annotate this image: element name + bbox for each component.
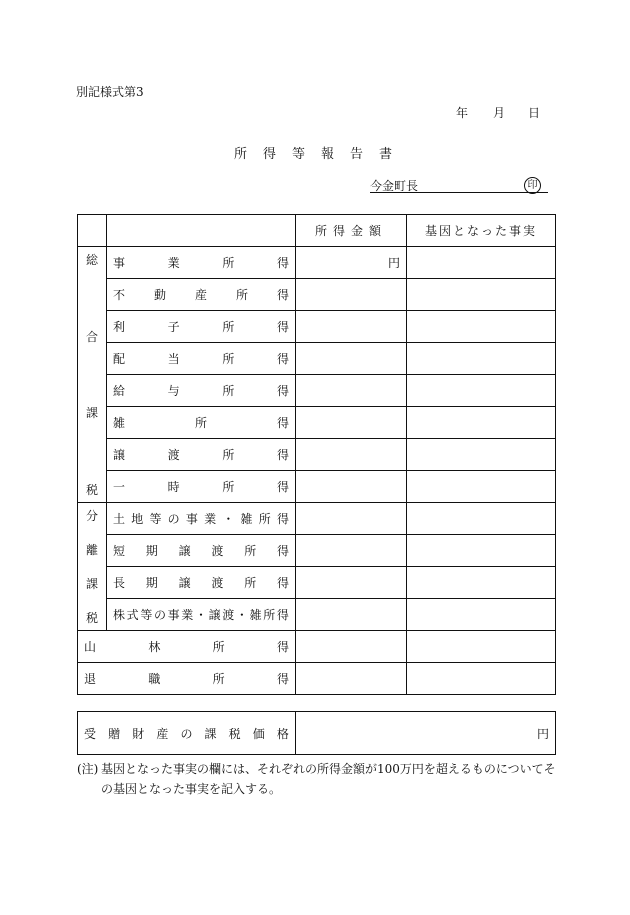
addressee: 今金町長 — [370, 179, 419, 193]
table-row — [78, 343, 556, 375]
income-type-label: 事 業 所 得 — [107, 247, 296, 279]
income-type-label: 一 時 所 得 — [107, 471, 296, 503]
table-row — [78, 471, 556, 503]
header-fact-text: 基因となった事実 — [424, 224, 537, 238]
date-month: 月 — [493, 106, 506, 120]
table-row — [78, 375, 556, 407]
group-label-char: 課 — [85, 577, 98, 591]
income-table — [77, 214, 556, 695]
addressee-underline — [370, 192, 548, 193]
amount-cell[interactable] — [296, 663, 407, 695]
amount-cell[interactable] — [296, 599, 407, 631]
document-title — [234, 143, 408, 162]
table-row — [78, 439, 556, 471]
table-row — [78, 599, 556, 631]
table-row — [78, 247, 556, 279]
header-amount — [296, 215, 407, 247]
fact-cell[interactable] — [407, 599, 556, 631]
amount-cell[interactable]: 円 — [296, 247, 407, 279]
fact-cell[interactable] — [407, 247, 556, 279]
amount-cell[interactable] — [296, 311, 407, 343]
income-type-label: 土 地 等 の 事 業 ・ 雑 所 得 — [107, 503, 296, 535]
group-label-1 — [78, 247, 107, 503]
fact-cell[interactable] — [407, 279, 556, 311]
group-label-char: 課 — [85, 406, 98, 421]
table-row — [78, 503, 556, 535]
fact-cell[interactable] — [407, 471, 556, 503]
table-row — [78, 663, 556, 695]
note — [77, 759, 557, 799]
group-label-char: 税 — [85, 482, 98, 497]
table-row — [78, 407, 556, 439]
income-type-label: 配 当 所 得 — [107, 343, 296, 375]
amount-cell[interactable] — [296, 567, 407, 599]
note-text: 基因となった事実の欄には、それぞれの所得金額が100万円を超えるものについてその基因となった事実を記入する。 — [101, 762, 556, 796]
seal-mark: 印 — [524, 177, 541, 194]
fact-cell[interactable] — [407, 439, 556, 471]
fact-cell[interactable] — [407, 407, 556, 439]
table-row — [78, 279, 556, 311]
fact-cell[interactable] — [407, 343, 556, 375]
date-day: 日 — [528, 106, 541, 120]
gift-row — [78, 712, 556, 755]
group-label-char: 合 — [85, 329, 98, 344]
fact-cell[interactable] — [407, 503, 556, 535]
fact-cell[interactable] — [407, 567, 556, 599]
gift-label: 受 贈 財 産 の 課 税 価 格 — [84, 726, 289, 741]
amount-cell[interactable] — [296, 471, 407, 503]
income-type-label: 譲 渡 所 得 — [107, 439, 296, 471]
amount-cell[interactable] — [296, 439, 407, 471]
income-type-label: 退 職 所 得 — [78, 663, 296, 695]
table-row — [78, 535, 556, 567]
note-mark: (注) — [77, 762, 99, 776]
header-amount-text: 所得金額 — [314, 224, 387, 238]
table-header-row — [78, 215, 556, 247]
income-type-label: 雑 所 得 — [107, 407, 296, 439]
fact-cell[interactable] — [407, 631, 556, 663]
table-row — [78, 567, 556, 599]
group-label-char: 総 — [85, 253, 98, 267]
form-number: 別記様式第3 — [76, 85, 144, 99]
amount-cell[interactable] — [296, 503, 407, 535]
amount-cell[interactable] — [296, 343, 407, 375]
income-type-label: 長 期 譲 渡 所 得 — [107, 567, 296, 599]
income-type-label: 山 林 所 得 — [78, 631, 296, 663]
header-fact — [407, 215, 556, 247]
gift-table — [77, 711, 556, 755]
gift-label-cell — [78, 712, 296, 755]
income-type-label: 給 与 所 得 — [107, 375, 296, 407]
income-type-label: 不 動 産 所 得 — [107, 279, 296, 311]
table-row — [78, 631, 556, 663]
amount-cell[interactable] — [296, 631, 407, 663]
table-row — [78, 311, 556, 343]
gift-unit: 円 — [536, 726, 549, 741]
group-label-2 — [78, 503, 107, 631]
income-type-label: 利 子 所 得 — [107, 311, 296, 343]
fact-cell[interactable] — [407, 535, 556, 567]
amount-cell[interactable] — [296, 535, 407, 567]
gift-amount-cell[interactable] — [296, 712, 556, 755]
income-type-label: 株 式 等 の 事 業 ・ 譲 渡 ・ 雑 所 得 — [107, 599, 296, 631]
income-type-label: 短 期 譲 渡 所 得 — [107, 535, 296, 567]
amount-cell[interactable] — [296, 279, 407, 311]
fact-cell[interactable] — [407, 663, 556, 695]
amount-cell[interactable] — [296, 407, 407, 439]
header-blank-2 — [107, 215, 296, 247]
group-label-char: 離 — [85, 543, 98, 557]
document-title-text: 所得等報告書 — [234, 147, 409, 162]
group-label-char: 税 — [85, 611, 98, 625]
fact-cell[interactable] — [407, 311, 556, 343]
group-label-char: 分 — [85, 509, 98, 523]
date-year: 年 — [456, 106, 469, 120]
amount-cell[interactable] — [296, 375, 407, 407]
fact-cell[interactable] — [407, 375, 556, 407]
header-blank-1 — [78, 215, 107, 247]
